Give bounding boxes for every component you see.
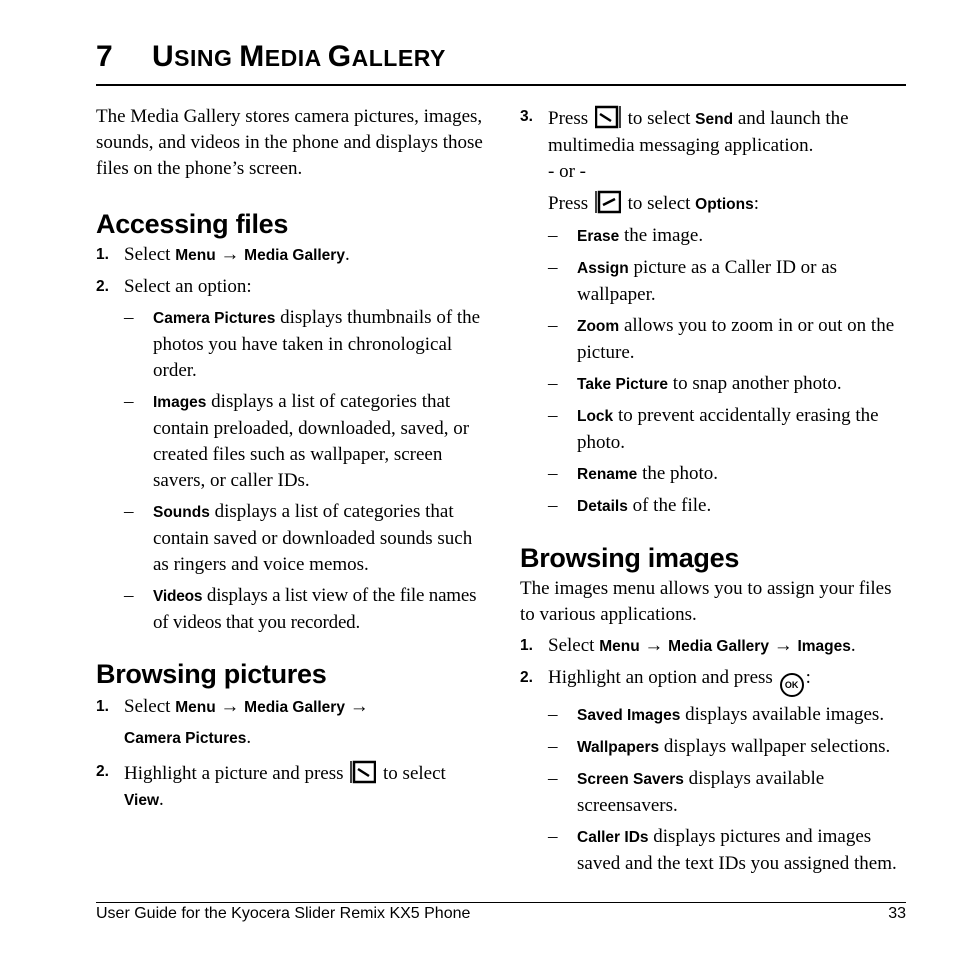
option-term: Sounds [153,504,210,521]
option-details [520,493,910,520]
arrow-glyph: → [344,696,369,717]
option-term: Images [153,394,207,411]
page-number: 33 [888,905,906,922]
menu-term: Menu [175,247,216,264]
arrow-glyph: → [639,635,669,656]
step-text: and launch the multimedia messaging application. [548,108,849,156]
images-intro: The images menu allows you to assign your files to various applications. [520,578,892,625]
media-gallery-term: Media Gallery [244,247,345,264]
step-text: . [159,789,164,810]
step-number: 1. [96,698,109,715]
option-wallpapers [520,734,910,761]
option-desc: displays pictures and images saved and the text IDs you assigned them. [577,826,897,874]
step-text: to select [622,108,696,129]
dash-bullet: – [548,704,558,725]
option-desc: of the file. [627,495,712,516]
dash-bullet: – [548,405,558,426]
option-rename [520,461,910,488]
images-step-1 [520,633,910,660]
heading-accessing-files: Accessing files [96,209,289,239]
view-term: View [124,792,160,809]
option-term: Screen Savers [577,771,684,788]
dash-bullet: – [548,225,558,246]
option-desc: picture as a Caller ID or as wallpaper. [577,257,838,305]
send-term: Send [695,111,734,128]
ok-key-icon: OK [780,673,804,697]
step-text: to select [622,193,696,214]
option-desc: displays a list view of the file names of videos that you recorded. [153,585,477,633]
heading-browsing-pictures: Browsing pictures [96,659,327,689]
camera-pictures-term: Camera Pictures [124,730,247,747]
chapter-title-part: G [327,40,352,73]
dash-bullet: – [548,315,558,336]
option-term: Caller IDs [577,829,649,846]
step-text: Select [548,635,600,656]
option-videos [96,583,486,636]
step-number: 3. [520,108,533,125]
media-gallery-term: Media Gallery [668,638,769,655]
option-desc: displays thumbnails of the photos you have taken in chronological order. [153,307,481,381]
option-term: Erase [577,228,620,245]
chapter-title-part: EDIA [264,45,328,71]
options-term: Options [695,196,754,213]
option-term: Take Picture [577,376,669,393]
step-text: . [344,244,350,265]
chapter-number: 7 [96,40,114,73]
images-step-2 [520,665,910,697]
dash-bullet: – [124,307,134,328]
dash-bullet: – [548,495,558,516]
step-text: . [246,727,252,748]
media-gallery-term: Media Gallery [244,699,345,716]
dash-bullet: – [124,391,134,412]
chapter-title-part: SING [174,45,240,71]
step-text: Select an option: [124,276,252,297]
option-desc: to snap another photo. [668,373,842,394]
right-softkey-icon [350,759,376,785]
chapter-title-part: ALLERY [351,45,446,71]
left-softkey-icon [595,189,621,215]
title-rule [96,84,906,86]
option-lock [520,403,910,456]
option-term: Wallpapers [577,739,660,756]
footer-guide-title: User Guide for the Kyocera Slider Remix KX5 Phone [96,905,471,922]
arrow-glyph: → [768,635,798,656]
chapter-title-part: U [152,40,175,73]
option-desc: the image. [619,225,704,246]
option-term: Assign [577,260,629,277]
option-term: Videos [153,588,203,605]
step-text: : [753,193,759,214]
option-assign [520,255,910,308]
pictures-step-1 [96,692,486,754]
accessing-step-1 [96,242,486,269]
or-separator [520,159,910,185]
step-text: Select [124,244,176,265]
step-number: 2. [96,278,109,295]
step-number: 2. [520,669,533,686]
option-desc: to prevent accidentally erasing the photo. [577,405,879,453]
option-saved-images [520,702,910,729]
right-column [520,104,910,877]
option-desc: displays a list of categories that contain preloaded, downloaded, saved, or created files such as wallpaper, screen savers, or caller IDs. [153,391,470,491]
right-softkey-icon [595,104,621,130]
accessing-step-2 [96,274,486,300]
images-term: Images [797,638,851,655]
option-term: Rename [577,466,638,483]
dash-bullet: – [548,736,558,757]
dash-bullet: – [124,585,134,606]
option-sounds [96,499,486,578]
option-desc: displays a list of categories that contain saved or downloaded sounds such as ringers and voice memos. [153,501,473,575]
dash-bullet: – [548,463,558,484]
step-number: 1. [520,637,533,654]
step-text: Select [124,696,176,717]
option-term: Zoom [577,318,620,335]
option-desc: displays available images. [680,704,885,725]
or-text: - or - [548,161,586,182]
step-text: Press [548,193,593,214]
option-caller-ids [520,824,910,877]
step-text: Highlight a picture and press [124,763,349,784]
dash-bullet: – [548,826,558,847]
option-images [96,389,486,494]
footer-rule [96,902,906,903]
chapter-title-part: M [239,40,265,73]
step-text: Highlight an option and press [548,667,778,688]
chapter-title [96,40,446,74]
option-desc: displays wallpaper selections. [659,736,891,757]
option-term: Details [577,498,628,515]
option-desc: allows you to zoom in or out on the picture. [577,315,895,363]
step-text: to select [378,763,446,784]
dash-bullet: – [124,501,134,522]
step-text: . [850,635,856,656]
option-take-picture [520,371,910,398]
step-number: 2. [96,763,109,780]
option-camera-pictures [96,305,486,384]
option-term: Lock [577,408,614,425]
step-text: : [805,667,811,688]
pictures-step-3 [520,104,910,159]
step-number: 1. [96,246,109,263]
step-text: Press [548,108,593,129]
press-options [520,189,910,218]
arrow-glyph: → [215,244,245,265]
option-screen-savers [520,766,910,819]
option-erase [520,223,910,250]
left-column [96,104,486,814]
heading-browsing-images: Browsing images [520,543,740,573]
arrow-glyph: → [215,696,245,717]
menu-term: Menu [175,699,216,716]
menu-term: Menu [599,638,640,655]
option-desc: the photo. [637,463,719,484]
pictures-step-2 [96,759,486,814]
option-term: Camera Pictures [153,310,276,327]
option-term: Saved Images [577,707,681,724]
intro-paragraph: The Media Gallery stores camera pictures, images, sounds, and videos in the phone and displays those files on the phone’s screen. [96,106,483,179]
dash-bullet: – [548,768,558,789]
dash-bullet: – [548,373,558,394]
option-desc: displays available screensavers. [577,768,825,816]
dash-bullet: – [548,257,558,278]
option-zoom [520,313,910,366]
